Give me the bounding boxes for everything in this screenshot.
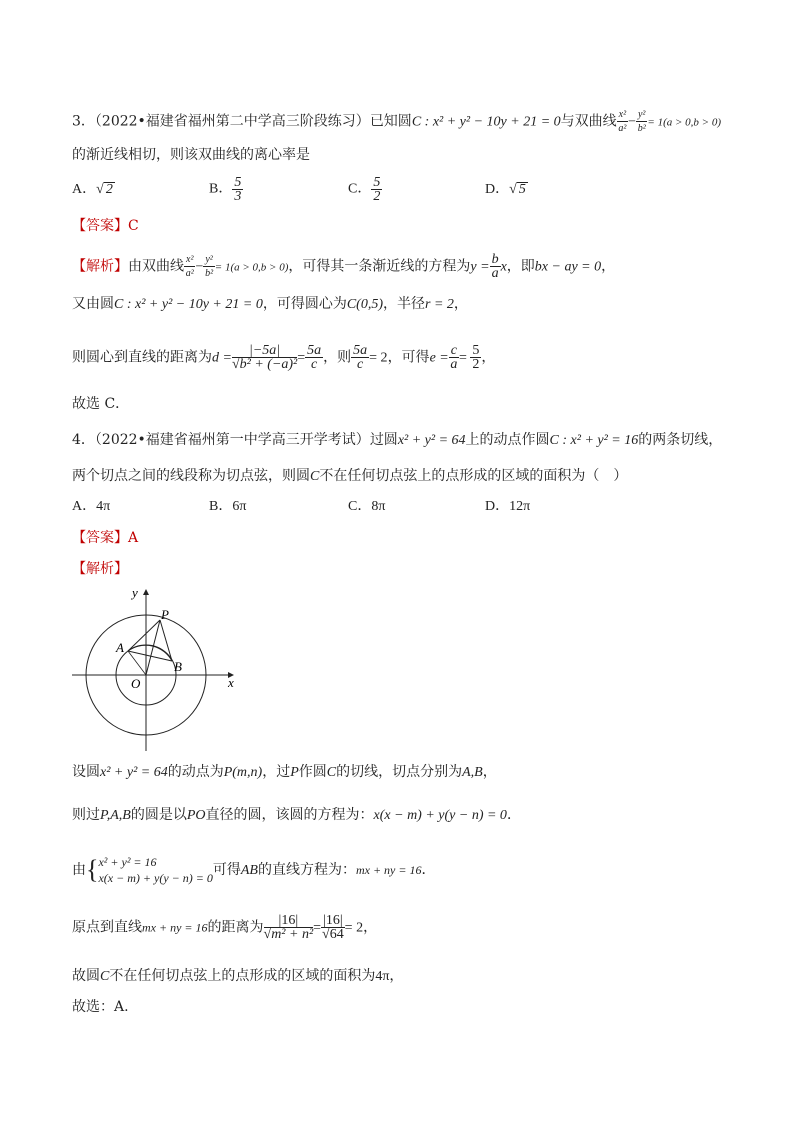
q3-a2-mid2: ，半径 — [383, 296, 425, 312]
q3-option-d — [485, 180, 528, 200]
q4-option-d — [485, 497, 530, 517]
q4-circle2: C : x² + y² = 16 — [549, 433, 639, 448]
q3-a3-then: ，则 — [323, 349, 352, 366]
q3-option-b — [209, 176, 243, 203]
q3-a2-mid: ，可得圆心为 — [262, 296, 347, 312]
x-label: x — [228, 675, 234, 690]
q4-s1-eq: x² + y² = 64 — [100, 765, 168, 780]
y-axis-arrow-icon — [143, 589, 149, 595]
q3-a1-cond: = 1(a > 0,b > 0) — [214, 261, 289, 274]
q4-s1-pp: P — [290, 765, 299, 780]
q4-stem-a: 过圆 — [369, 432, 398, 448]
q3-option-a — [72, 180, 115, 200]
q4-s4-res: = 2 — [344, 920, 364, 936]
q3-analysis-line3 — [72, 344, 495, 371]
q4-option-a — [72, 497, 110, 517]
q3-option-b-frac — [232, 176, 243, 203]
q4-s4-frac2 — [321, 914, 345, 941]
q3-stem-line1: 3．（2022•福建省福州第二中学高三阶段练习）已知圆C : x² + y² − 10y + 21 = 0与双曲线 $\frac{\text{x²}}{\text{a²}}$ − $\frac{\text{y²}}{\text{b²}}$ = 1(a > 0,b > 0) — [72, 109, 722, 134]
q3-circle-eq: C : x² + y² − 10y + 21 = 0 — [411, 114, 561, 130]
q4-stem-c-letter: C — [310, 469, 320, 484]
q4-option-b-value: 6π — [232, 499, 247, 514]
q3-a2-pre: 又由圆 — [72, 296, 114, 312]
q4-s3-mid2: 的直线方程为： — [257, 862, 356, 878]
q4-option-c-value: 8π — [371, 499, 386, 514]
q3-frac-x2a2: $\frac{\text{x²}}{\text{a²}}$ — [618, 109, 627, 134]
q3-hyperbola-cond: = 1(a > 0,b > 0) — [647, 116, 722, 129]
q3-a3-eq2: = 2 — [369, 350, 388, 366]
q4-analysis-tag — [72, 559, 128, 579]
q3-a1-frac-x: $\frac{\text{x²}}{\text{a²}}$ — [185, 254, 194, 279]
q4-s1-c: C — [326, 765, 337, 780]
q4-s2-end: ． — [506, 807, 521, 823]
q4-option-b-label: B． — [209, 499, 233, 514]
q4-s1-mid2: ，过 — [262, 764, 291, 780]
q3-option-d-value: 5 — [518, 182, 526, 197]
q4-s5-mid: 不在任何切点弦上的点形成的区域的面积为 — [109, 968, 376, 984]
q3-a1-x: x — [500, 259, 507, 275]
q4-s3-system — [98, 854, 212, 886]
q3-analysis-line4: 故选 C． — [72, 396, 130, 412]
a-label: A — [116, 640, 124, 655]
q3-a3-get: ，可得 — [387, 349, 430, 366]
brace-icon: { — [86, 855, 99, 884]
q4-s1-mid3: 作圆 — [298, 764, 327, 780]
q3-a3-frac-dist — [232, 344, 297, 371]
q3-a3-frac-5ac — [305, 344, 323, 371]
q3-answer — [72, 216, 139, 236]
q3-a3-e: e = — [429, 350, 449, 366]
q3-option-c — [348, 176, 382, 203]
q4-option-c-label: C． — [348, 499, 372, 514]
q3-stem-a: 已知圆 — [369, 113, 412, 130]
q3-analysis-tag: 【解析】 — [72, 258, 128, 275]
q4-s5-area: 4π — [375, 969, 390, 984]
q4-s3-end: ． — [421, 862, 436, 878]
q4-s2-eq: x(x − m) + y(y − n) = 0 — [373, 808, 507, 823]
q4-s4-den1: √m² + n² — [263, 927, 314, 942]
q3-a3-den: √b² + (−a)² — [231, 357, 298, 372]
q4-stem-line1 — [72, 430, 722, 451]
q3-answer-tag: 【答案】 — [72, 218, 128, 234]
q3-option-d-label: D． — [485, 182, 510, 197]
q3-a3-frac-52: $\frac{5}{2}$ — [472, 343, 480, 372]
q4-option-c — [348, 497, 385, 517]
q4-s1-end: ， — [482, 764, 497, 780]
q4-s3-mid: 可得 — [212, 862, 241, 878]
q4-stem-line2-b: 不在任何切点弦上的点形成的区域的面积为（ ） — [319, 468, 628, 484]
q3-a3-d: d = — [212, 350, 232, 366]
q4-s4-num1: |16| — [264, 914, 314, 928]
q3-option-b-num: 5 — [234, 175, 242, 190]
q4-stem-line2-a: 两个切点之间的线段称为切点弦，则圆 — [72, 468, 310, 484]
q4-s4-eq: = — [313, 920, 322, 936]
b-label: B — [174, 659, 182, 674]
q3-option-a-label: A． — [72, 182, 97, 197]
q4-option-a-value: 4π — [96, 499, 111, 514]
q3-a3-num: |−5a| — [232, 344, 297, 358]
q4-stem-c: 的两条切线， — [638, 432, 723, 448]
q3-a1-mid: ，可得其一条渐近线的方程为 — [288, 258, 471, 275]
q3-a1-tail: ，即 — [506, 258, 535, 275]
q4-s2-mid: 的圆是以 — [130, 807, 187, 823]
q3-option-b-label: B． — [209, 181, 233, 197]
q3-a3-ca: = — [458, 350, 471, 366]
q4-s1-mid: 的动点为 — [167, 764, 224, 780]
q4-solution-line1 — [72, 762, 497, 783]
q4-s4-end: ， — [363, 919, 378, 936]
q3-option-c-num: 5 — [373, 175, 381, 190]
q3-source: （2022•福建省福州第二中学高三阶段练习） — [94, 113, 370, 130]
q3-option-c-label: C． — [348, 181, 372, 197]
q4-s1-mid4: 的切线，切点分别为 — [336, 764, 463, 780]
q3-a2-r: r = 2 — [425, 297, 454, 312]
q3-a2-end: ， — [453, 296, 468, 312]
p-label: P — [161, 607, 169, 622]
q4-s3-ab: AB — [240, 863, 258, 878]
q3-a1-frac-ba: $\frac{b}{a}$ — [491, 252, 499, 281]
q3-a1-line: bx − ay = 0 — [534, 259, 602, 275]
q4-s5-pre: 故圆 — [72, 968, 100, 984]
q3-a1-end: ， — [601, 258, 616, 275]
q4-solution-line6: 故选：A. — [72, 999, 129, 1015]
q4-option-d-value: 12π — [509, 499, 531, 514]
q4-s2-pre: 则过 — [72, 807, 100, 823]
q3-analysis-line2 — [72, 294, 468, 315]
q4-s2-pab: P,A,B — [100, 808, 131, 823]
q4-figure — [68, 585, 244, 755]
q4-s3-pre: 由 — [72, 862, 86, 878]
sqrt-icon: √ — [96, 182, 104, 197]
q4-option-b — [209, 497, 246, 517]
q3-a3-c: c — [311, 357, 318, 372]
q4-source: （2022•福建省福州第一中学高三开学考试） — [94, 432, 370, 448]
q4-stem-b: 上的动点作圆 — [465, 432, 550, 448]
q4-s1-pre: 设圆 — [72, 764, 100, 780]
q4-s2-po: PO — [186, 808, 206, 823]
q3-frac-y2b2: $\frac{\text{y²}}{\text{b²}}$ — [637, 109, 646, 134]
sqrt-icon: √ — [509, 182, 517, 197]
q4-answer — [72, 528, 138, 548]
q3-a3-pre: 则圆心到直线的距离为 — [72, 349, 212, 366]
q4-s5-end: ， — [389, 968, 404, 984]
q4-s3-sys2: x(x − m) + y(y − n) = 0 — [98, 871, 213, 885]
q4-s4-num2: |16| — [323, 913, 343, 928]
q4-s1-ab: A,B — [462, 765, 483, 780]
tangent-pb — [160, 620, 172, 661]
o-label: O — [131, 676, 141, 691]
q3-a1-pre: 由双曲线 — [128, 258, 184, 275]
q3-stem-line2: 的渐近线相切，则该双曲线的离心率是 — [72, 147, 310, 163]
q3-stem-b: 与双曲线 — [560, 113, 617, 130]
q3-a3-frac-ca: $\frac{c}{a}$ — [450, 343, 458, 372]
q4-s4-line: mx + ny = 16 — [142, 920, 208, 935]
q4-s1-p: P(m,n) — [223, 765, 263, 780]
q4-solution-line5 — [72, 966, 403, 987]
q4-answer-tag: 【答案】 — [72, 530, 128, 546]
q3-option-c-frac — [371, 176, 382, 203]
q4-s4-den2: √64 — [322, 927, 344, 942]
q4-number: 4． — [72, 432, 95, 448]
q3-answer-value: C — [128, 218, 139, 234]
y-label: y — [132, 585, 138, 600]
q4-circle1: x² + y² = 64 — [397, 433, 466, 448]
q3-a3-eq: = — [297, 350, 306, 366]
q4-s4-frac1 — [264, 914, 314, 941]
q4-solution-line2 — [72, 805, 521, 826]
q4-solution-line3 — [72, 854, 435, 886]
q3-a2-eq: C : x² + y² − 10y + 21 = 0 — [114, 297, 263, 312]
q4-analysis-tag-text: 【解析】 — [72, 561, 128, 577]
q3-a3-frac-5ac2: $\frac{5a}{c}$ — [353, 343, 368, 372]
q4-option-a-label: A． — [72, 499, 97, 514]
q3-option-c-den: 2 — [373, 189, 381, 204]
q3-option-a-value: 2 — [105, 182, 113, 197]
q4-s4-pre: 原点到直线 — [72, 919, 142, 936]
q3-analysis-line1: 【解析】由双曲线 $\frac{\text{x²}}{\text{a²}}$ − $\frac{\text{y²}}{\text{b²}}$ = 1(a > 0,b > 0)，可得其一条渐近线的方程为y = $\frac{b}{a}$ x，即bx − ay = 0， — [72, 252, 616, 281]
q4-s5-c: C — [100, 969, 110, 984]
q3-number: 3． — [72, 113, 95, 130]
q4-solution-line4 — [72, 914, 377, 941]
q3-a3-end: ， — [481, 349, 496, 366]
q4-stem-line2 — [72, 466, 627, 487]
q3-a3-5a: 5a — [307, 343, 322, 358]
q3-a2-center: C(0,5) — [346, 297, 383, 312]
q4-option-d-label: D． — [485, 499, 510, 514]
q3-a1-frac-y: $\frac{\text{y²}}{\text{b²}}$ — [205, 254, 214, 279]
q4-s4-mid: 的距离为 — [207, 919, 264, 936]
q4-s2-mid2: 直径的圆，该圆的方程为： — [205, 807, 374, 823]
q3-a1-eq: y = — [470, 259, 490, 275]
q4-s3-eq: mx + ny = 16 — [355, 863, 422, 877]
q4-s3-sys1: x² + y² = 16 — [98, 855, 157, 869]
q3-option-b-den: 3 — [234, 189, 242, 204]
q4-answer-value: A — [128, 530, 139, 546]
